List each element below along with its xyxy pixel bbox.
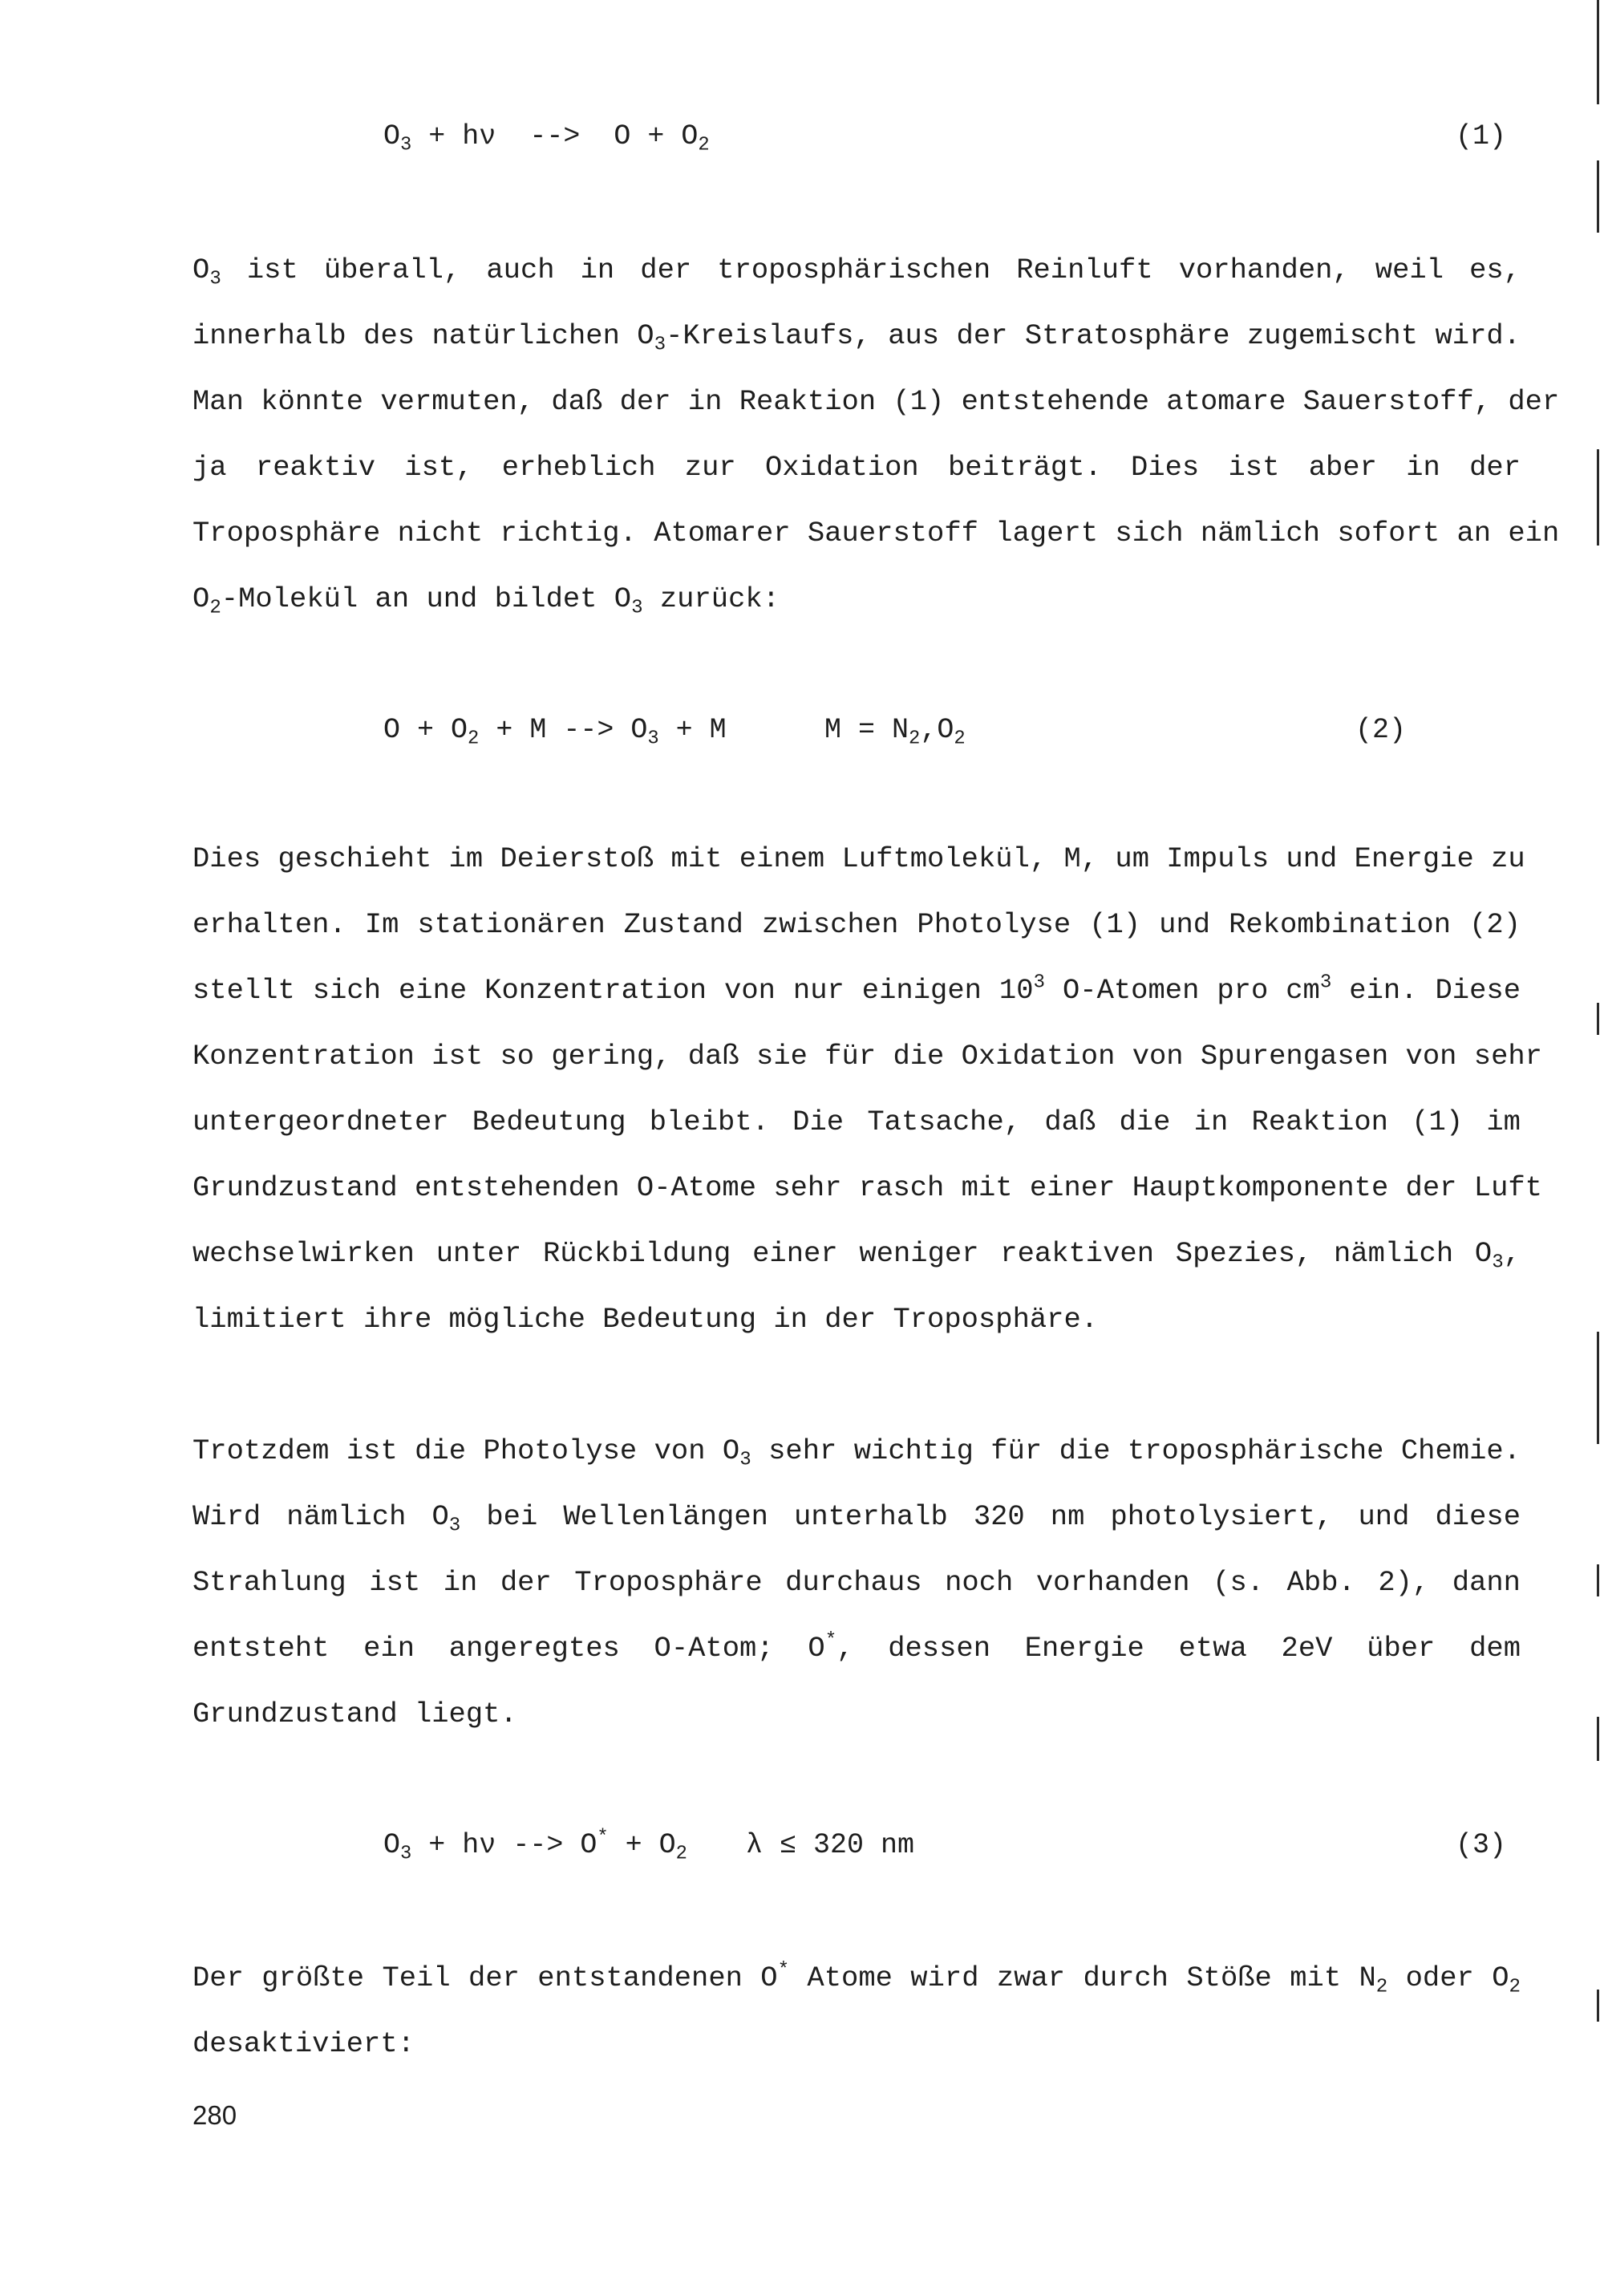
equation-1-expression: $O_3 + h\nu$ --> $O + O_2$ [383, 120, 710, 156]
paragraph-2-line-1: Dies geschieht im Deierstoß mit einem Luftmolekül, M, um Impuls und Energie zu [192, 842, 1525, 875]
equation-2-number: (2) [1355, 714, 1406, 746]
equation-2-condition: $M = N_2,O_2$ [824, 714, 966, 750]
paragraph-2-line-8: limitiert ihre mögliche Bedeutung in der Troposphäre. [192, 1303, 1099, 1336]
paragraph-1-line-1: $O_3$ ist überall, auch in der troposphärischen Reinluft vorhanden, weil es, [192, 254, 1521, 290]
equation-1-number: (1) [1455, 120, 1506, 152]
paragraph-3-line-5: Grundzustand liegt. [192, 1698, 517, 1730]
paragraph-1-line-5: Troposphäre nicht richtig. Atomarer Sauerstoff lagert sich nämlich sofort an ein [192, 517, 1560, 550]
scan-edge-mark-6 [1597, 1564, 1599, 1596]
scan-edge-mark-3 [1597, 449, 1599, 546]
paragraph-1-line-3: Man könnte vermuten, daß der in Reaktion (1) entstehende atomare Sauerstoff, der [192, 385, 1560, 418]
paragraph-3 [192, 1418, 1521, 1747]
page-number: 280 [192, 2100, 237, 2130]
paragraph-2-line-2: erhalten. Im stationären Zustand zwischen Photolyse (1) und Rekombination (2) [192, 908, 1521, 941]
paragraph-2-line-4: Konzentration ist so gering, daß sie für die Oxidation von Spurengasen von sehr [192, 1040, 1542, 1073]
scan-edge-mark-1 [1597, 0, 1599, 104]
paragraph-2-line-7: wechselwirken unter Rückbildung einer weniger reaktiven Spezies, nämlich $O_3$, [192, 1237, 1521, 1274]
equation-3-expression: $O_3 + h\nu$ --> $O^* + O_2$ [383, 1826, 687, 1865]
paragraph-3-line-1: Trotzdem ist die Photolyse von $O_3$ sehr wichtig für die troposphärische Chemie. [192, 1434, 1521, 1471]
paragraph-3-line-4: entsteht ein angeregtes O-Atom; O*, dessen Energie etwa 2eV über dem [192, 1629, 1521, 1665]
paragraph-1 [192, 237, 1560, 632]
paragraph-2 [192, 826, 1542, 1353]
paragraph-1-line-4: ja reaktiv ist, erheblich zur Oxidation beiträgt. Dies ist aber in der [192, 451, 1521, 484]
equation-3-number: (3) [1455, 1829, 1506, 1861]
paragraph-2-line-5: untergeordneter Bedeutung bleibt. Die Tatsache, daß die in Reaktion (1) im [192, 1105, 1521, 1138]
paragraph-2-line-3: stellt sich eine Konzentration von nur einigen $10^3$ O-Atomen pro $cm^3$ ein. Diese [192, 972, 1521, 1007]
scan-edge-mark-4 [1597, 1003, 1599, 1035]
scan-edge-mark-5 [1597, 1332, 1599, 1444]
equation-2-expression: $O + O_2 + M$ --> $O_3 + M$ [383, 714, 727, 750]
paragraph-4-line-1: Der größte Teil der entstandenen O* Atome wird zwar durch Stöße mit $N_2$ oder $O_2$ [192, 1959, 1521, 1998]
paragraph-3-line-2: Wird nämlich $O_3$ bei Wellenlängen unterhalb 320 nm photolysiert, und diese [192, 1500, 1521, 1537]
paragraph-2-line-6: Grundzustand entstehenden O-Atome sehr rasch mit einer Hauptkomponente der Luft [192, 1171, 1542, 1204]
paragraph-1-line-2: innerhalb des natürlichen $O_3$-Kreislaufs, aus der Stratosphäre zugemischt wird. [192, 319, 1521, 356]
scan-edge-mark-2 [1597, 160, 1599, 233]
equation-3 [383, 1821, 1506, 1869]
scan-edge-mark-7 [1597, 1717, 1599, 1761]
paragraph-1-line-6: $O_2$-Molekül an und bildet $O_3$ zurück: [192, 582, 780, 619]
scan-edge-mark-8 [1597, 1990, 1599, 2022]
equation-1 [383, 112, 1506, 160]
paragraph-4 [192, 1945, 1521, 2077]
paragraph-4-line-2: desaktiviert: [192, 2027, 415, 2060]
equation-2 [383, 706, 1406, 754]
equation-3-condition: λ ≤ 320 nm [746, 1829, 915, 1861]
paragraph-3-line-3: Strahlung ist in der Troposphäre durchaus noch vorhanden (s. Abb. 2), dann [192, 1566, 1521, 1599]
